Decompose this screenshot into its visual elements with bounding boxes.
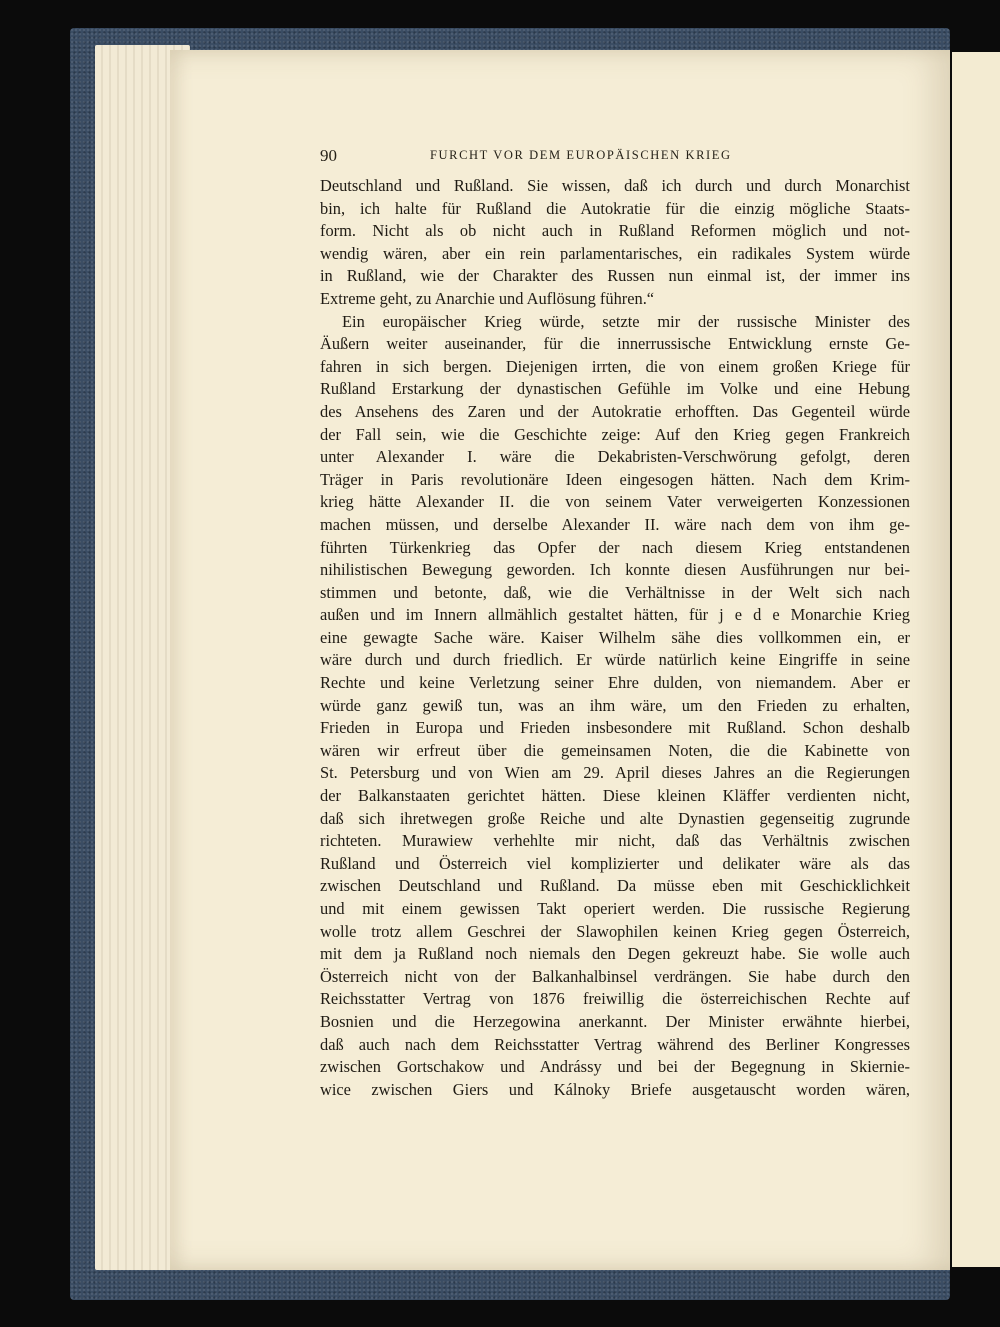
text-line: Extreme geht, zu Anarchie und Auflösung führen.“ bbox=[320, 288, 655, 308]
text-line: Frieden in Europa und Frieden insbesondere mit Rußland. Schon deshalb bbox=[320, 718, 910, 738]
text-line: Deutschland und Rußland. Sie wissen, daß ich durch und durch Monarchist bbox=[320, 176, 910, 195]
text-line: der Balkanstaaten gerichtet hätten. Diese kleinen Kläffer verdienten nicht, bbox=[320, 786, 910, 806]
text-line: Bosnien und die Herzegowina anerkannt. Der Minister erwähnte hierbei, bbox=[320, 1011, 910, 1031]
text-line: bin, ich halte für Rußland die Autokratie für die einzig mögliche Staats- bbox=[320, 198, 910, 218]
text-line: Träger in Paris revolutionäre Ideen eingesogen hätten. Nach dem Krim- bbox=[320, 469, 910, 489]
text-line: eine gewagte Sache wäre. Kaiser Wilhelm sähe dies vollkommen ein, er bbox=[320, 627, 910, 647]
text-line: nihilistischen Bewegung geworden. Ich konnte diesen Ausführungen nur bei- bbox=[320, 560, 910, 580]
text-line: des Ansehens des Zaren und der Autokratie erhofften. Das Gegenteil würde bbox=[320, 401, 910, 421]
text-line: und mit einem gewissen Takt operiert werden. Die russische Regierung bbox=[320, 899, 910, 918]
text-line: richteten. Murawiew verhehlte mir nicht, daß das Verhältnis zwischen bbox=[320, 831, 910, 851]
text-line: Österreich nicht von der Balkanhalbinsel verdrängen. Sie habe durch den bbox=[320, 966, 910, 986]
text-line: Rußland und Österreich viel komplizierter und delikater wäre als das bbox=[320, 853, 910, 873]
text-line: wice zwischen Giers und Kálnoky Briefe ausgetauscht worden wären, bbox=[320, 1079, 910, 1099]
text-line: daß sich ihretwegen große Reiche und alte Dynastien gegenseitig zugrunde bbox=[320, 808, 910, 828]
text-line: wendig wären, aber ein rein parlamentarisches, ein radikales System würde bbox=[320, 243, 910, 263]
page-header bbox=[320, 146, 910, 166]
text-line: außen und im Innern allmählich gestaltet hätten, für j e d e Monarchie Krieg bbox=[320, 605, 910, 625]
running-title: FURCHT VOR DEM EUROPÄISCHEN KRIEG bbox=[430, 148, 732, 162]
text-line: Rußland Erstarkung der dynastischen Gefühle im Volke und eine Hebung bbox=[320, 379, 910, 399]
text-line: wären wir erfreut über die gemeinsamen Noten, die die Kabinette von bbox=[320, 740, 910, 760]
text-line: daß auch nach dem Reichsstatter Vertrag während des Berliner Kongresses bbox=[320, 1034, 910, 1054]
text-line: unter Alexander I. wäre die Dekabristen-Verschwörung gefolgt, deren bbox=[320, 447, 910, 467]
text-line: krieg hätte Alexander II. die von seinem Vater verweigerten Konzessionen bbox=[320, 492, 910, 512]
text-line: wolle trotz allem Geschrei der Slawophilen keinen Krieg gegen Österreich, bbox=[320, 921, 910, 941]
text-line: führten Türkenkrieg das Opfer der nach diesem Krieg entstandenen bbox=[320, 537, 910, 557]
text-line: in Rußland, wie der Charakter des Russen nun einmal ist, der immer ins bbox=[320, 266, 910, 286]
text-line: fahren in sich bergen. Diejenigen irrten, die von einem großen Kriege für bbox=[320, 356, 910, 376]
text-line: St. Petersburg und von Wien am 29. April dieses Jahres an die Regierungen bbox=[320, 763, 910, 783]
text-line: form. Nicht als ob nicht auch in Rußland Reformen möglich und not- bbox=[320, 221, 910, 241]
text-line: Ein europäischer Krieg würde, setzte mir der russische Minister des bbox=[342, 311, 910, 331]
text-line: würde ganz gewiß tun, was an ihm wäre, um den Frieden zu erhalten, bbox=[320, 695, 910, 715]
text-line: machen müssen, und derselbe Alexander II. wäre nach dem von ihm ge- bbox=[320, 514, 910, 534]
adjacent-page bbox=[952, 52, 1000, 1267]
body-text bbox=[320, 175, 910, 1101]
text-line: stimmen und betonte, daß, wie die Verhältnisse in der Welt sich nach bbox=[320, 582, 910, 602]
text-line: wäre durch und durch friedlich. Er würde natürlich keine Eingriffe in seine bbox=[320, 650, 910, 670]
text-line: Rechte und keine Verletzung seiner Ehre dulden, von niemandem. Aber er bbox=[320, 673, 910, 693]
text-line: Äußern weiter auseinander, für die innerrussische Entwicklung ernste Ge- bbox=[320, 334, 910, 354]
text-line: Reichsstatter Vertrag von 1876 freiwillig die österreichischen Rechte auf bbox=[320, 989, 910, 1009]
text-line: zwischen Gortschakow und Andrássy und bei der Begegnung in Skiernie- bbox=[320, 1057, 910, 1077]
page-number: 90 bbox=[320, 146, 337, 165]
text-line: zwischen Deutschland und Rußland. Da müsse eben mit Geschicklichkeit bbox=[320, 876, 910, 896]
text-line: der Fall sein, wie die Geschichte zeige: Auf den Krieg gegen Frankreich bbox=[320, 424, 910, 444]
text-line: mit dem ja Rußland noch niemals den Degen gekreuzt habe. Sie wolle auch bbox=[320, 944, 910, 964]
